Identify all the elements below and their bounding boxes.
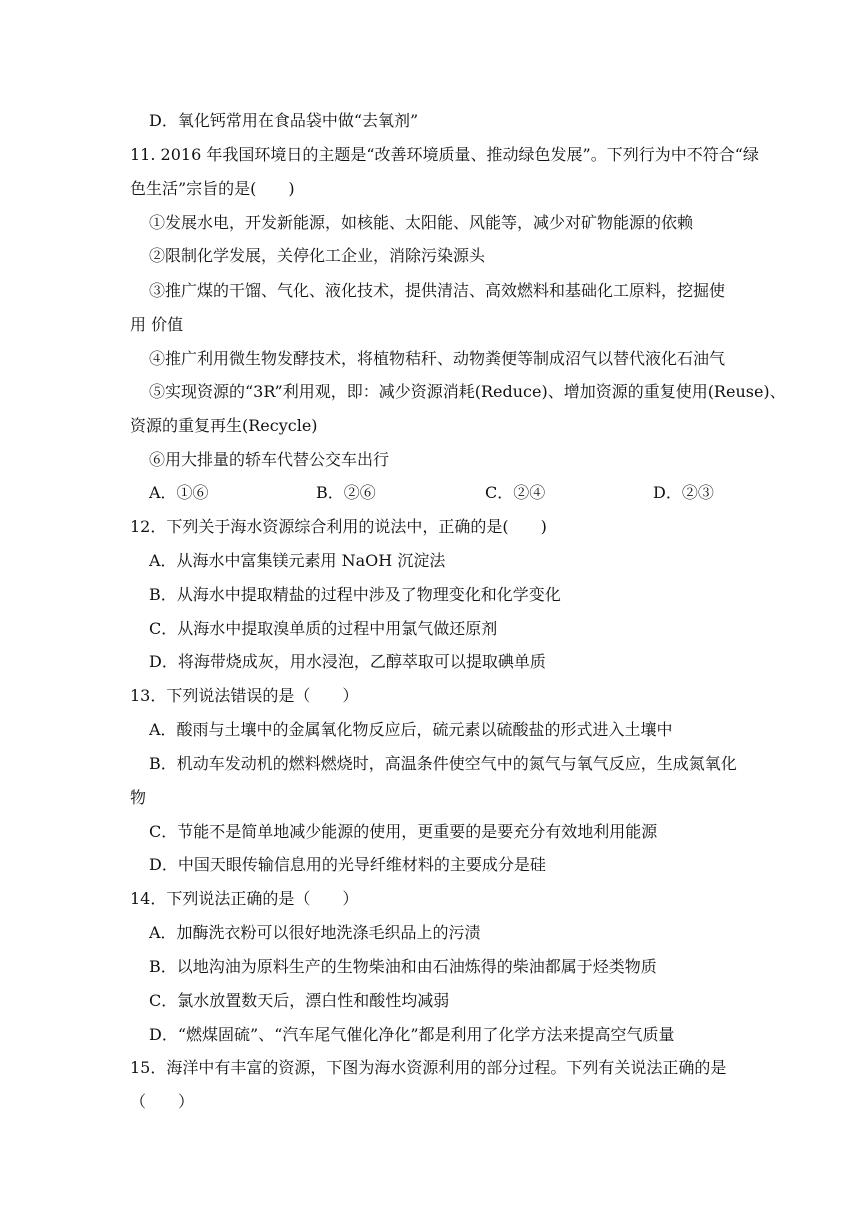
q14-option-b: B．以地沟油为原料生产的生物柴油和由石油炼得的柴油都属于烃类物质: [149, 957, 657, 976]
q12-option-b: B．从海水中提取精盐的过程中涉及了物理变化和化学变化: [149, 585, 561, 604]
q12-option-c: C．从海水中提取溴单质的过程中用氯气做还原剂: [149, 619, 498, 638]
q12-option-d: D．将海带烧成灰，用水浸泡，乙醇萃取可以提取碘单质: [149, 652, 546, 671]
q14-option-c: C．氯水放置数天后，漂白性和酸性均减弱: [149, 991, 450, 1010]
q14-option-a: A．加酶洗衣粉可以很好地洗涤毛织品上的污渍: [149, 923, 481, 942]
q13-option-d: D．中国天眼传输信息用的光导纤维材料的主要成分是硅: [149, 855, 546, 874]
q10-option-d: D．氧化钙常用在食品袋中做“去氧剂”: [149, 111, 419, 130]
q11-option-d: D．②③: [653, 483, 714, 502]
q11-item-5: ⑤实现资源的“3R”利用观，即：减少资源消耗(Reduce)、增加资源的重复使用(Reuse)、: [149, 382, 786, 401]
q11-option-a: A．①⑥: [149, 483, 209, 502]
q14-stem: 14．下列说法正确的是（ ）: [130, 889, 359, 908]
q11-item-3: ③推广煤的干馏、气化、液化技术，提供清洁、高效燃料和基础化工原料，挖掘使: [149, 281, 726, 300]
q13-option-b: B．机动车发动机的燃料燃烧时，高温条件使空气中的氮气与氧气反应，生成氮氧化: [149, 754, 737, 773]
q11-option-c: C．②④: [485, 483, 546, 502]
q15-stem: 15．海洋中有丰富的资源，下图为海水资源利用的部分过程。下列有关说法正确的是: [130, 1058, 727, 1077]
q15-stem-cont: （ ）: [130, 1092, 195, 1111]
q11-option-b: B．②⑥: [316, 483, 376, 502]
q11-item-4: ④推广利用微生物发酵技术，将植物秸秆、动物粪便等制成沼气以替代液化石油气: [149, 349, 726, 368]
q13-option-b-cont: 物: [130, 788, 147, 807]
q13-option-c: C．节能不是简单地减少能源的使用，更重要的是要充分有效地利用能源: [149, 822, 658, 841]
q11-stem-cont: 色生活”宗旨的是( ): [130, 179, 295, 198]
q12-stem: 12．下列关于海水资源综合利用的说法中，正确的是( ): [130, 517, 547, 536]
q13-stem: 13．下列说法错误的是（ ）: [130, 686, 359, 705]
q11-item-5-cont: 资源的重复再生(Recycle): [130, 416, 318, 435]
q11-options: [149, 483, 729, 503]
q11-item-6: ⑥用大排量的轿车代替公交车出行: [149, 450, 390, 469]
q11-stem: 11. 2016 年我国环境日的主题是“改善环境质量、推动绿色发展”。下列行为中不符合“绿: [130, 145, 759, 164]
q13-option-a: A．酸雨与土壤中的金属氧化物反应后，硫元素以硫酸盐的形式进入土壤中: [149, 720, 673, 739]
q12-option-a: A．从海水中富集镁元素用 NaOH 沉淀法: [149, 551, 446, 570]
q11-item-3-cont: 用 价值: [130, 315, 184, 334]
q11-item-2: ②限制化学发展，关停化工企业，消除污染源头: [149, 246, 486, 265]
q14-option-d: D．“燃煤固硫”、“汽车尾气催化净化”都是利用了化学方法来提高空气质量: [149, 1025, 675, 1044]
q11-item-1: ①发展水电，开发新能源，如核能、太阳能、风能等，减少对矿物能源的依赖: [149, 213, 694, 232]
